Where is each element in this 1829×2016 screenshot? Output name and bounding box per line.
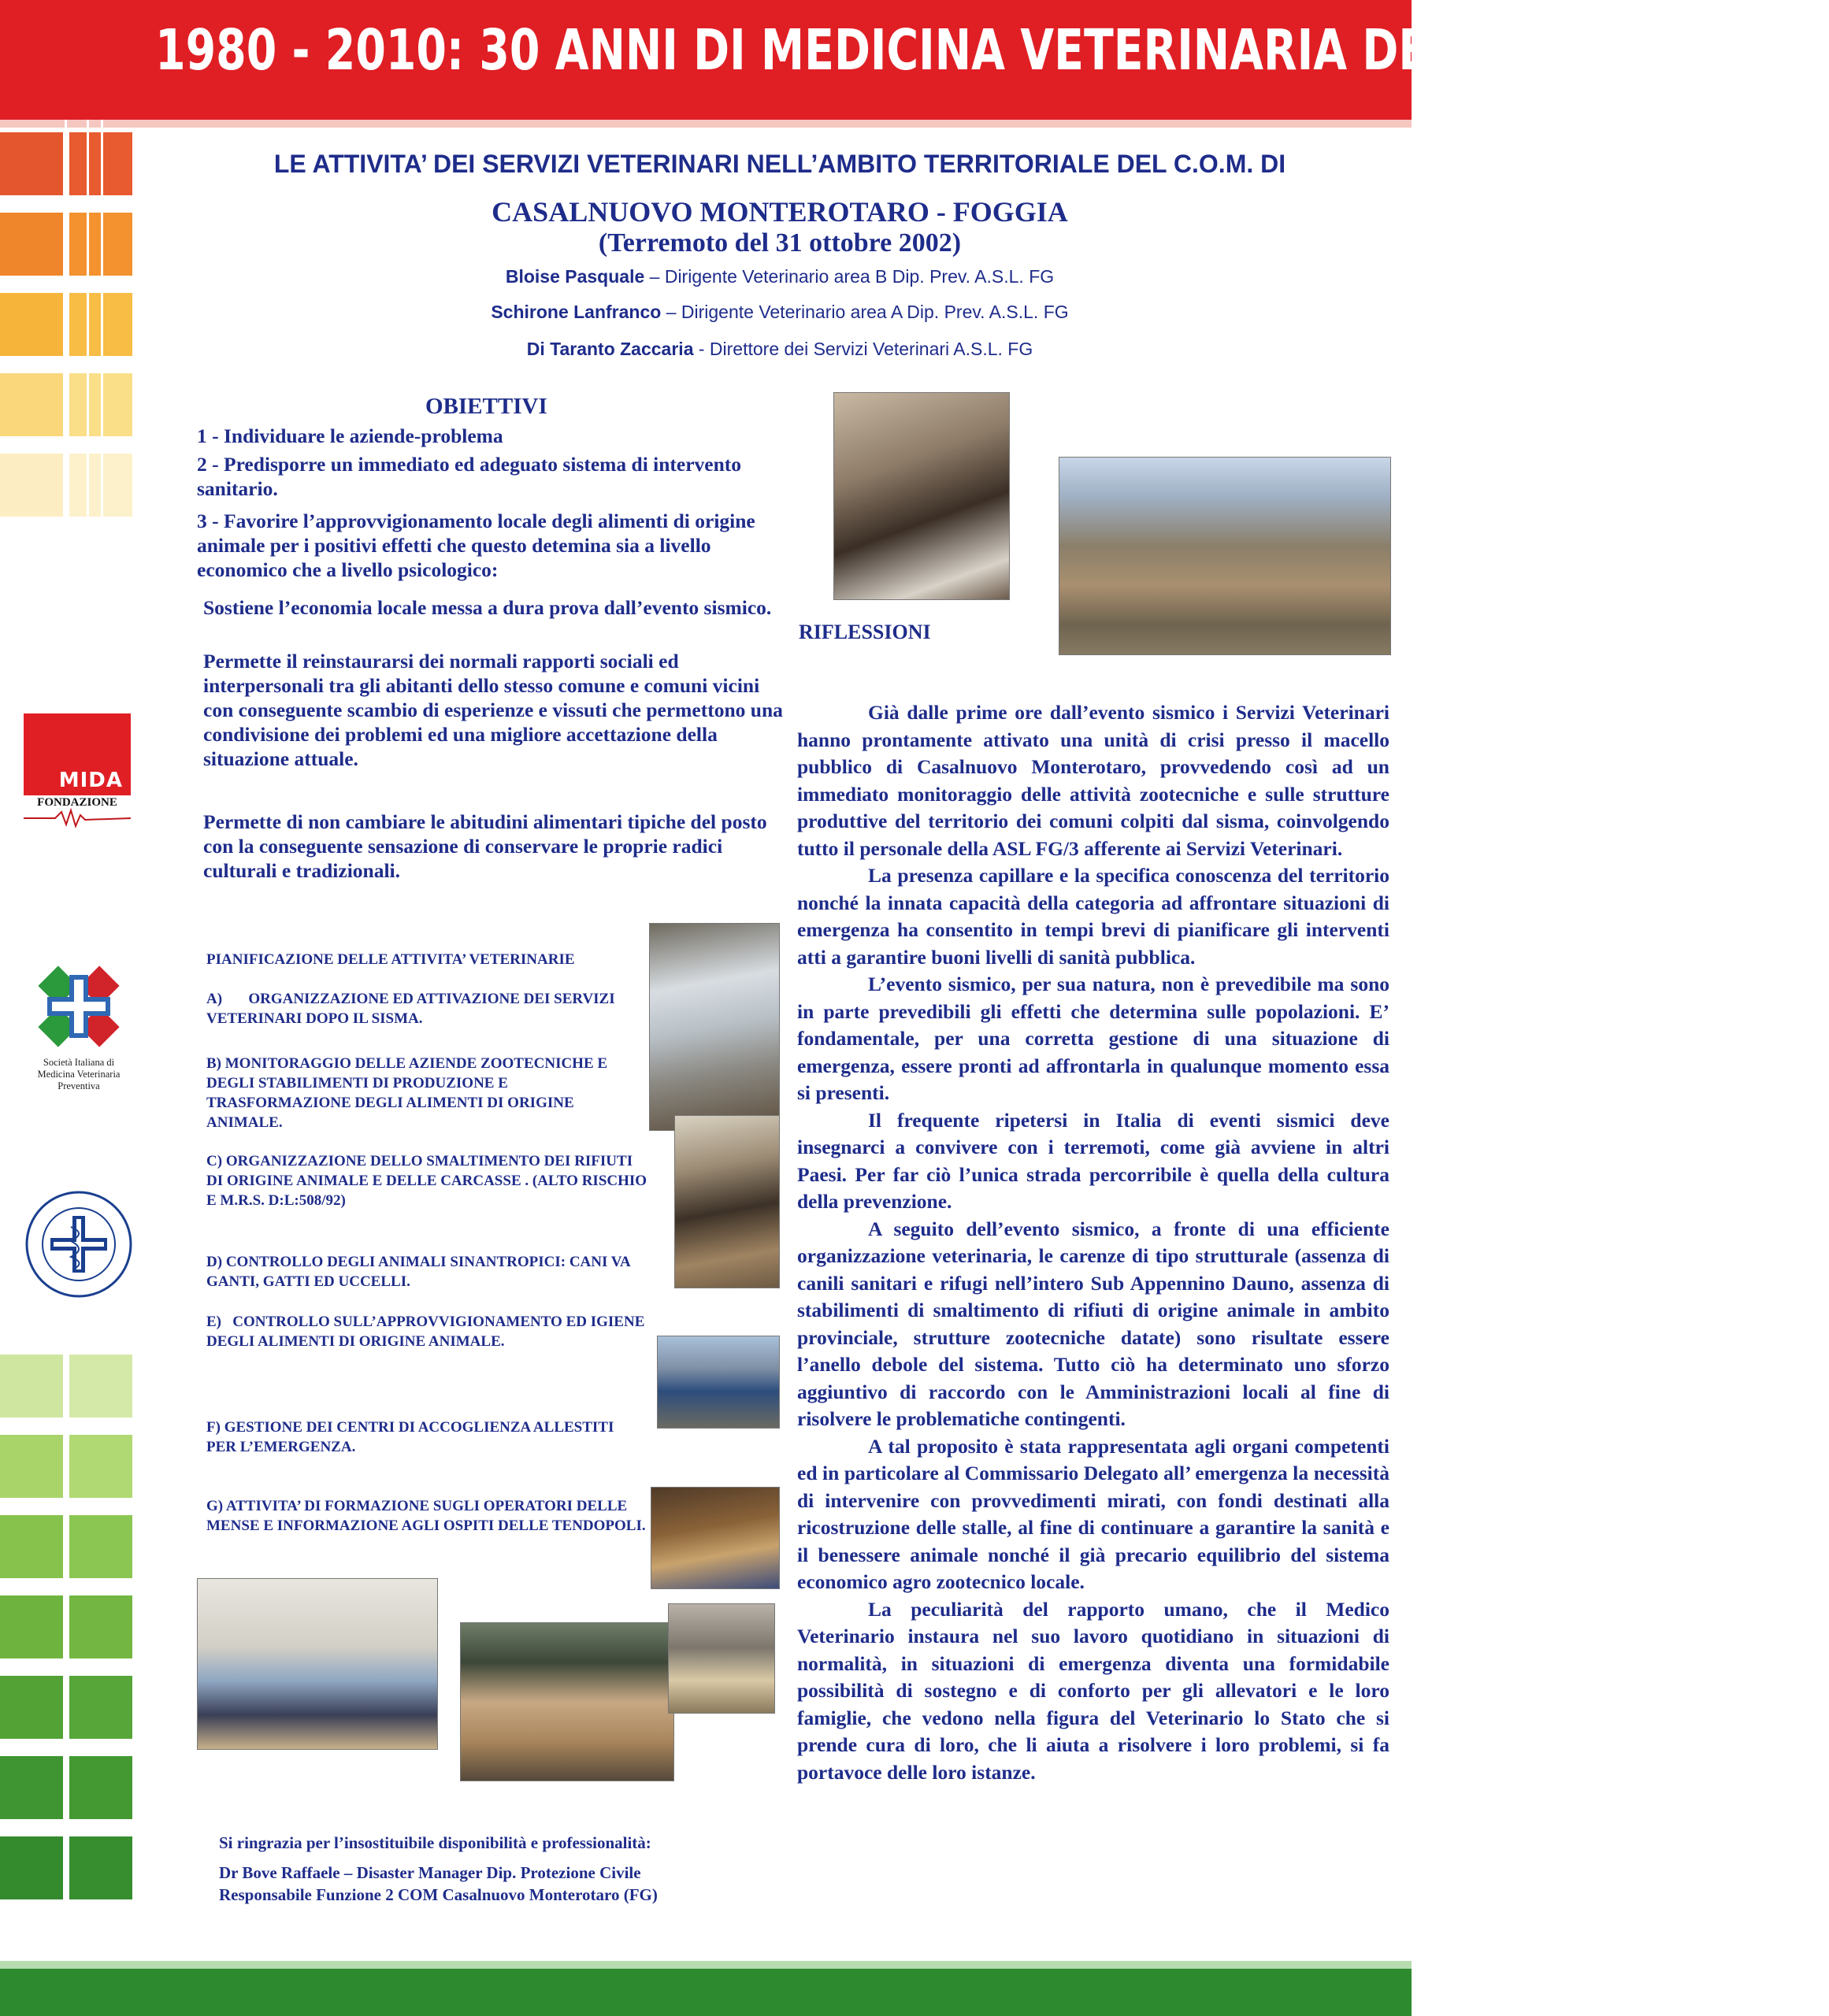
mida-logo-mark: MIDA [24,713,131,795]
ordine-seal-icon [24,1189,134,1299]
photo-dog-control [657,1336,780,1429]
objective-2: 2 - Predisporre un immediato ed adeguato sistema di intervento sanitario. [197,453,742,500]
reflections-heading: RIFLESSIONI [799,621,931,643]
photo-supply-container [460,1622,674,1781]
planning-item-g: G) ATTIVITA’ DI FORMAZIONE SUGLI OPERATORI DELLE MENSE E INFORMAZIONE AGLI OSPITI DELLE TENDOPOLI. [206,1498,646,1534]
photo-training-meeting [197,1578,438,1750]
reflections-text [797,699,1389,1786]
simvp-caption-2: Medicina Veterinaria [37,1069,121,1080]
reflections-paragraph: Il frequente ripetersi in Italia di eventi sismici deve insegnarci a convivere con i terremoti, come già avviene in altri Paesi. Per far ciò l’unica strada percorribile è quella della cultura della prevenzione. [797,1108,1389,1213]
simvp-logo [24,959,134,1092]
objective-1: 1 - Individuare le aziende-problema [197,424,503,447]
reflections-paragraph: Già dalle prime ore dall’evento sismico i Servizi Veterinari hanno prontamente attivato una unità di crisi presso il macello pubblico di Casalnuovo Monterotaro, provvedendo così ad un immediato monitoraggio delle attività zootecniche e sulle strutture produttive del territorio dei comuni colpiti dal sisma, coinvolgendo tutto il personale della ASL FG/3 afferente ai Servizi Veterinari. [797,701,1389,860]
reflections-paragraph: A seguito dell’evento sismico, a fronte di una efficiente organizzazione veterinaria, le carenze di tipo strutturale (assenza di canili sanitari e rifugi nell’intero Sub Appennino Dauno, assenza di stabilimenti di smaltimento di rifiuti di origine animale in ambito provinciale, strutture zootecniche datate) sono risultate essere l’anello debole del sistema. Tutto ciò ha determinato uno sforzo aggiuntivo di raccordo con le Amministrazioni locali al fine di risolvere le problematiche contingenti. [797,1217,1389,1430]
photo-collapsed-building [1059,457,1391,655]
author-3: Di Taranto Zaccaria - Direttore dei Servizi Veterinari A.S.L. FG [526,339,1033,359]
simvp-cross-icon [24,959,134,1054]
planning-item-c: C) ORGANIZZAZIONE DELLO SMALTIMENTO DEI RIFIUTI DI ORIGINE ANIMALE E DELLE CARCASSE . (ALTO RISCHIO E M.R.S. D:L:508/92) [206,1153,647,1209]
photo-animal-care [651,1487,780,1589]
planning-item-a: A) ORGANIZZAZIONE ED ATTIVAZIONE DEI SERVIZI VETERINARI DOPO IL SISMA. [206,991,615,1027]
subtitle-line-1: LE ATTIVITA’ DEI SERVIZI VETERINARI NELL’AMBITO TERRITORIALE DEL C.O.M. DI [273,150,1286,178]
ordine-veterinari-salerno-logo [24,1189,134,1299]
objective-3-point-1: Sostiene l’economia locale messa a dura prova dall’evento sismico. [203,596,772,619]
author-1: Bloise Pasquale – Dirigente Veterinario area B Dip. Prev. A.S.L. FG [505,266,1055,287]
objectives-heading: OBIETTIVI [425,394,547,419]
planning-item-e: E) CONTROLLO SULL’APPROVVIGIONAMENTO ED IGIENE DEGLI ALIMENTI DI ORIGINE ANIMALE. [206,1314,645,1350]
acknowledgement-line-1: Si ringrazia per l’insostituibile disponibilità e professionalità: [219,1833,651,1852]
bottom-bar [0,1969,1412,2016]
reflections-paragraph: La peculiarità del rapporto umano, che il Medico Veterinario instaura nel suo lavoro quotidiano in situazioni di normalità, in situazioni di emergenza diventa una formidabile possibilità di sostegno e di conforto per gli allevatori e le loro famiglie, che vedono nella figura del Veterinario lo Stato che si prende cura di loro, che li aiuta a risolvere i loro problemi, si fa portavoce delle loro istanze. [797,1597,1389,1784]
simvp-caption-3: Preventiva [58,1080,100,1091]
reflections-paragraph: A tal proposito è stata rappresentata agli organi competenti ed in particolare al Commissario Delegato all’ emergenza la necessità di intervenire con provvedimenti mirati, con fondi destinati alla ricostruzione delle stalle, al fine di continuare a garantire la sanità e il benessere animale nonché il già precario equilibrio del sistema economico agro zootecnico locale. [797,1434,1389,1593]
planning-item-d: D) CONTROLLO DEGLI ANIMALI SINANTROPICI: CANI VA GANTI, GATTI ED UCCELLI. [206,1254,630,1290]
banner-divider [0,120,1412,128]
poster-title: 1980 - 2010: 30 ANNI DI MEDICINA VETERINARIA DELLE CATASTROFI [155,17,1829,83]
mida-foundation-logo [24,713,131,832]
photo-poultry [668,1603,775,1714]
seismograph-icon [24,809,131,828]
bottom-divider [0,1961,1412,1969]
reflections-paragraph: La presenza capillare e la specifica conoscenza del territorio nonché la innata capacità della categoria ad affrontare situazioni di emergenza ha consentito in tempi brevi di pianificare gli interventi atti a garantire buoni livelli di sanità pubblica. [797,864,1389,969]
objective-3-point-2: Permette il reinstaurarsi dei normali rapporti sociali ed interpersonali tra gli abitanti dello stesso comune e comuni vicini con conseguente scambio di esperienze e vissuti che permettono una condivisione dei problemi ed una migliore accettazione della situazione attuale. [203,650,783,770]
mida-logo-caption: FONDAZIONE [37,796,117,809]
objective-3: 3 - Favorire l’approvvigionamento locale degli alimenti di origine animale per i positivi effetti che questo detemina sia a livello economico che a livello psicologico: [197,510,755,581]
planning-heading: PIANIFICAZIONE DELLE ATTIVITA’ VETERINARIE [206,951,575,968]
objective-3-point-3: Permette di non cambiare le abitudini alimentari tipiche del posto con la conseguente sensazione di conservare le proprie radici culturali e tradizionali. [203,810,767,882]
photo-stable-interior [833,392,1010,600]
planning-item-b: B) MONITORAGGIO DELLE AZIENDE ZOOTECNICHE E DEGLI STABILIMENTI DI PRODUZIONE E TRASFORMAZIONE DEGLI ALIMENTI DI ORIGINE ANIMALE. [206,1055,608,1131]
reflections-paragraph: L’evento sismico, per sua natura, non è prevedibile ma sono in parte prevedibili gli effetti che determina sulle popolazioni. E’ fondamentale, per una corretta gestione di una situazione di emergenza, essere pronti ad affrontarla in qualunque momento essa si presenti. [797,973,1389,1104]
photo-veterinary-lab [649,923,780,1131]
subtitle-line-3: (Terremoto del 31 ottobre 2002) [598,228,962,258]
acknowledgement-line-2: Dr Bove Raffaele – Disaster Manager Dip. Protezione Civile [219,1863,641,1882]
planning-item-f: F) GESTIONE DEI CENTRI DI ACCOGLIENZA ALLESTITI PER L’EMERGENZA. [206,1419,614,1455]
subtitle-line-2: CASALNUOVO MONTEROTARO - FOGGIA [492,196,1068,228]
acknowledgement-line-3: Responsabile Funzione 2 COM Casalnuovo Monterotaro (FG) [219,1885,658,1904]
author-2: Schirone Lanfranco – Dirigente Veterinario area A Dip. Prev. A.S.L. FG [491,302,1069,322]
simvp-caption-1: Società Italiana di [43,1057,115,1068]
photo-barn [674,1115,780,1288]
